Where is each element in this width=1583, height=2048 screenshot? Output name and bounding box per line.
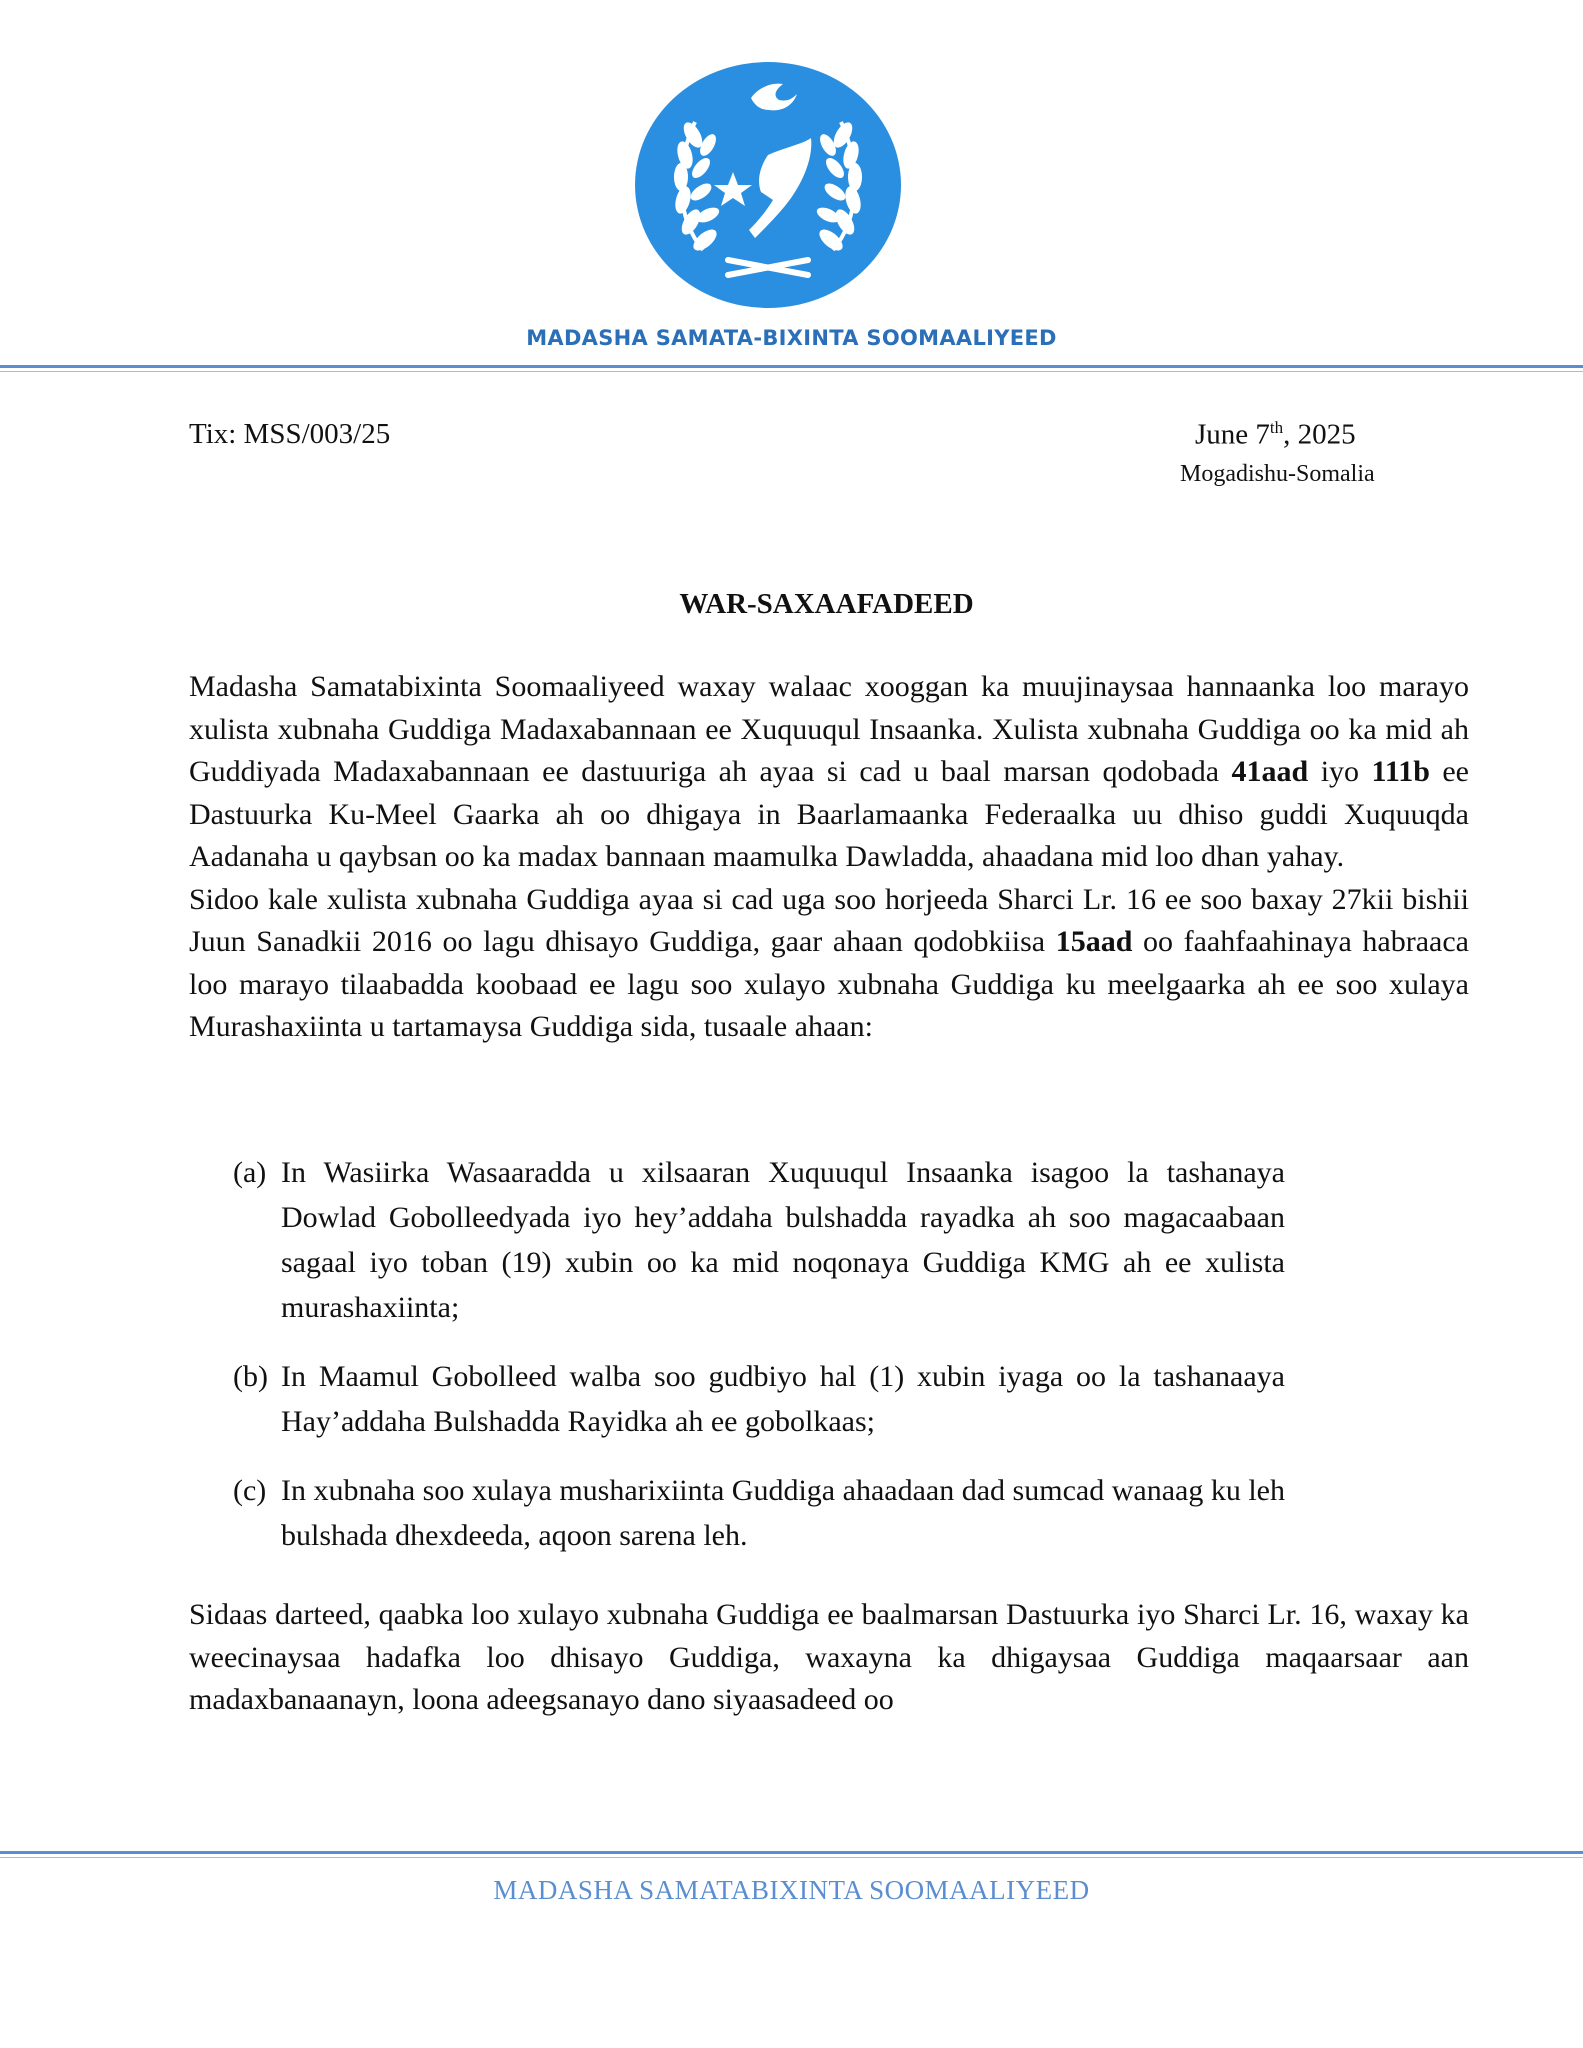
body-paragraphs bbox=[189, 666, 1469, 1049]
date-year: , 2025 bbox=[1283, 418, 1356, 451]
p1-text-d: ee Dastuurka Ku-Meel Gaarka ah oo dhigaya in Baarlamaanka Federaalka uu dhiso guddi Xuquuqda Aadanaha u qaybsan oo ka madax bannaan maamulka Dawladda, ahaadana mid loo dhan yahay. bbox=[189, 755, 1469, 873]
list-item bbox=[233, 1468, 1285, 1558]
list-marker: (a) bbox=[233, 1156, 267, 1189]
p1-text-c: iyo bbox=[1308, 755, 1372, 788]
footer-org-name: MADASHA SAMATABIXINTA SOOMAALIYEED bbox=[493, 1875, 1090, 1905]
date-suffix-sup: th bbox=[1269, 418, 1284, 437]
list-marker: (c) bbox=[233, 1474, 267, 1507]
org-name: MADASHA SAMATA-BIXINTA SOOMAALIYEED bbox=[526, 326, 1057, 350]
list-item-text: In xubnaha soo xulaya musharixiinta Guddiga ahaadaan dad sumcad wanaag ku leh bulshada dhexdeeda, aqoon sarena leh. bbox=[281, 1474, 1285, 1552]
p1-bold-41aad: 41aad bbox=[1231, 755, 1309, 788]
place: Mogadishu-Somalia bbox=[1180, 461, 1375, 487]
paragraph-2 bbox=[189, 879, 1469, 1049]
letterhead bbox=[0, 0, 1583, 380]
reference-number: Tix: MSS/003/25 bbox=[189, 418, 391, 450]
dove-laurel-somalia-map-logo bbox=[633, 60, 903, 310]
criteria-list bbox=[233, 1150, 1285, 1582]
p1-text-a: Madasha Samatabixinta Soomaaliyeed waxay walaac xooggan ka muujinaysaa hannaanka loo marayo xulista xubnaha Guddiga Madaxabannaan ee Xuquuqul Insaanka. Xulista xubnaha Guddiga oo ka mid ah Guddiyada Madaxabannaan ee dastuuriga ah ayaa si cad u baal marsan qodobada bbox=[189, 670, 1469, 788]
list-item bbox=[233, 1354, 1285, 1444]
header-rule bbox=[0, 365, 1583, 368]
list-item-text: In Wasiirka Wasaaradda u xilsaaran Xuquuqul Insaanka isagoo la tashanaya Dowlad Gobolleedyada iyo hey’addaha bulshadda rayadka ah soo magacaabaan sagaal iyo toban (19) xubin oo ka mid noqonaya Guddiga KMG ah ee xulista murashaxiinta; bbox=[281, 1156, 1285, 1324]
paragraph-3 bbox=[189, 1594, 1469, 1722]
footer-rule bbox=[0, 1851, 1583, 1854]
footer-rule-thin bbox=[0, 1857, 1583, 1858]
list-marker: (b) bbox=[233, 1360, 268, 1393]
paragraph-1 bbox=[189, 666, 1469, 879]
p1-bold-111b: 111b bbox=[1371, 755, 1430, 788]
list-item-text: In Maamul Gobolleed walba soo gudbiyo hal (1) xubin iyaga oo la tashanaaya Hay’addaha Bulshadda Rayidka ah ee gobolkaas; bbox=[281, 1360, 1285, 1438]
document-title: WAR-SAXAAFADEED bbox=[679, 588, 974, 620]
p2-text-a: Sidoo kale xulista xubnaha Guddiga ayaa si cad uga soo horjeeda Sharci Lr. 16 ee soo baxay 27kii bishii Juun Sanadkii 2016 oo lagu dhisayo Guddiga, gaar ahaan qodobkiisa bbox=[189, 882, 1469, 958]
p2-text-c: oo faahfaahinaya habraaca loo marayo tilaabadda koobaad ee lagu soo xulayo xubnaha Guddiga ku meelgaarka ah ee soo xulaya Murashaxiinta u tartamaysa Guddiga sida, tusaale ahaan: bbox=[189, 925, 1469, 1043]
date-day: June 7 bbox=[1195, 418, 1270, 451]
date bbox=[1195, 418, 1356, 452]
list-item bbox=[233, 1150, 1285, 1330]
p2-bold-15aad: 15aad bbox=[1055, 925, 1133, 958]
paragraph-3-text: Sidaas darteed, qaabka loo xulayo xubnaha Guddiga ee baalmarsan Dastuurka iyo Sharci Lr. 16, waxay ka weecinaysaa hadafka loo dhisayo Guddiga, waxayna ka dhigaysaa Guddiga maqaarsaar aan madaxbanaanayn, loona adeegsanayo dano siyaasadeed oo bbox=[189, 1598, 1469, 1716]
header-rule-thin bbox=[0, 371, 1583, 372]
